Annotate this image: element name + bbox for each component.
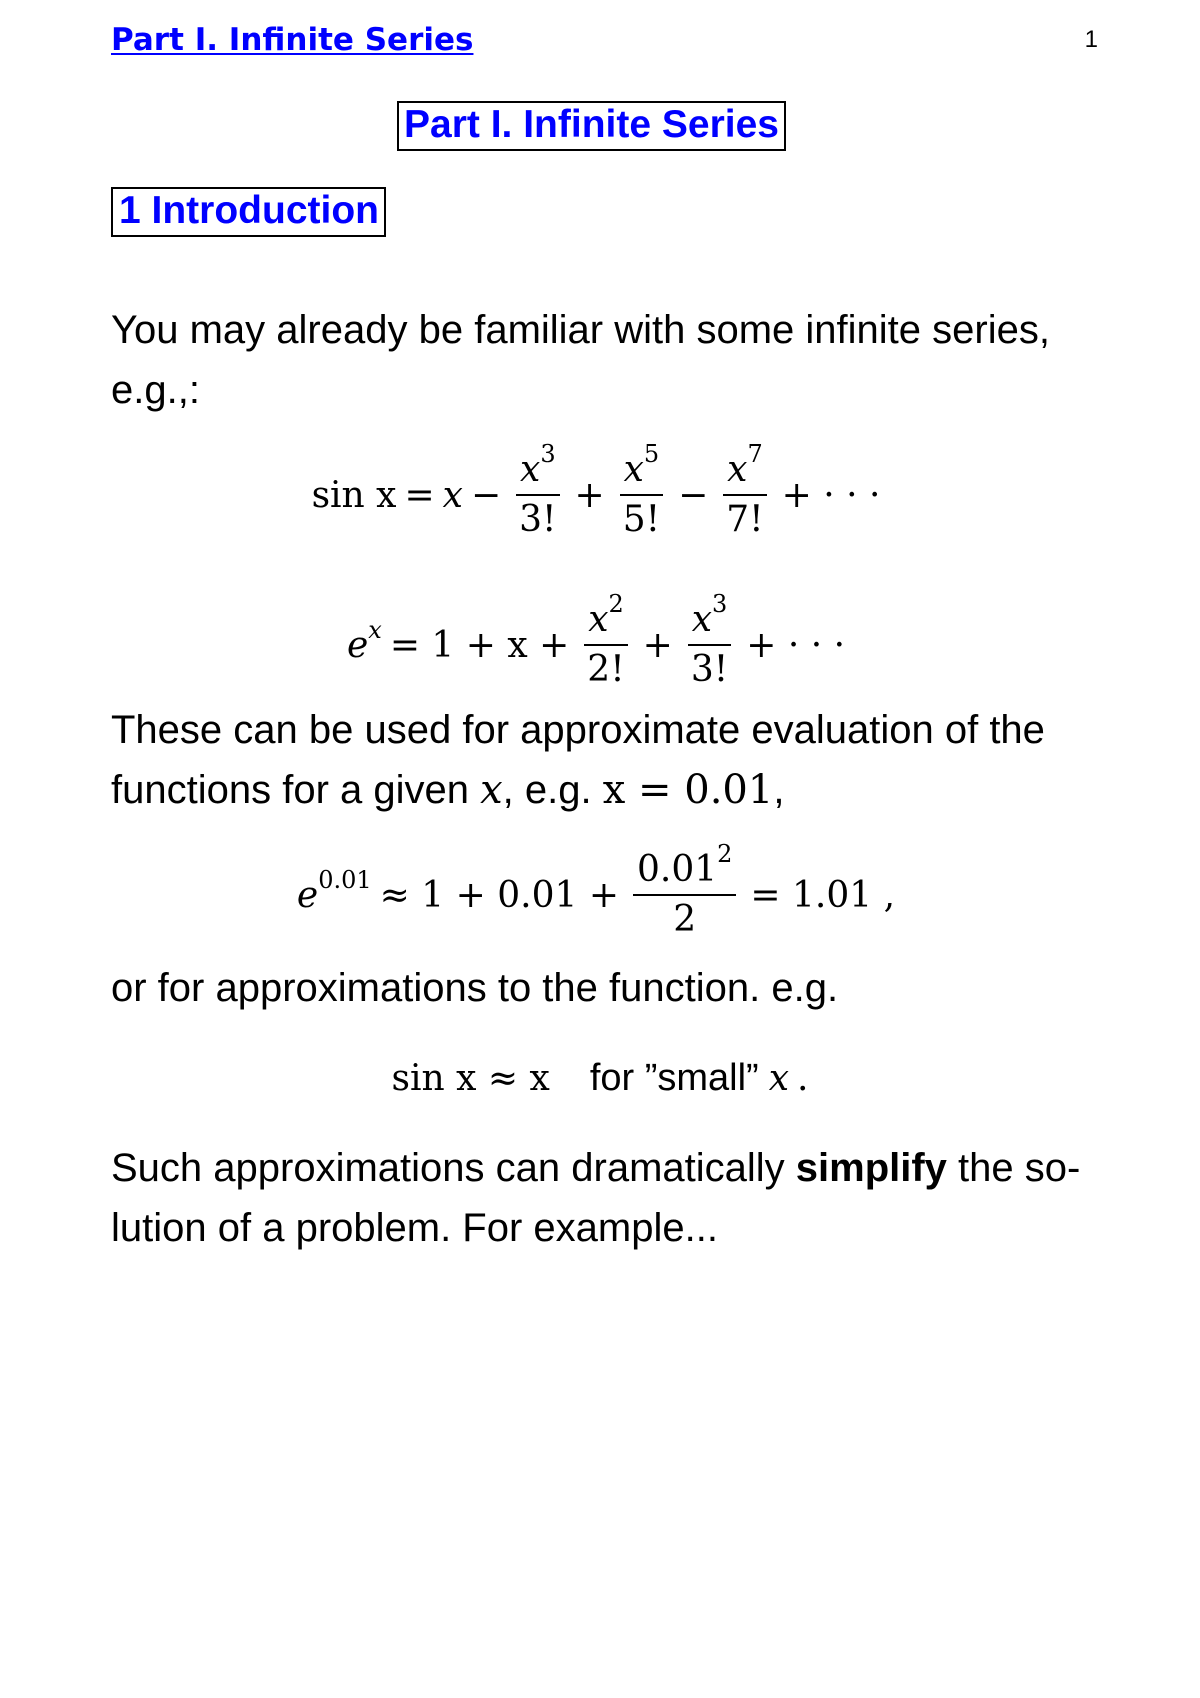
sin-series-equation: sin x = x − $\frac{x^3}{3!}$ + $\frac{x^5}{5!}$ − $\frac{x^7}{7!}$ + · · · — [311, 440, 881, 540]
intro-line-1: You may already be familiar with some infinite series, — [111, 308, 1050, 352]
fraction: $\frac{x^2}{2!}$ — [583, 600, 628, 689]
usage-paragraph — [111, 700, 1111, 820]
closing-line-1: Such approximations can dramatically simplify the so- — [111, 1146, 1081, 1190]
emphasis-simplify: simplify — [795, 1146, 947, 1190]
intro-paragraph — [111, 300, 1111, 420]
approx-equation: $e^{0.01}$ ≈ 1 + 0.01 + $\frac{0.01^2}{2}$ = 1.01 , — [296, 840, 896, 940]
usage-line-1: These can be used for approximate evaluation of the — [111, 708, 1045, 752]
exp-series-equation: $e^x$ = 1 + x + $\frac{x^2}{2!}$ + $\frac{x^3}{3!}$ + · · · — [346, 590, 846, 690]
closing-paragraph — [111, 1138, 1111, 1258]
fraction: $\frac{x^7}{7!}$ — [722, 450, 767, 539]
intro-line-2: e.g.,: — [111, 368, 200, 412]
closing-line-2: lution of a problem. For example... — [111, 1206, 718, 1250]
fraction: $\frac{x^5}{5!}$ — [619, 450, 664, 539]
fraction: $\frac{0.01^2}{2}$ — [633, 850, 736, 939]
fraction: $\frac{x^3}{3!}$ — [515, 450, 560, 539]
small-x-equation: sin x ≈ x for ”small” x . — [391, 1056, 809, 1099]
sin-lhs: sin x — [311, 474, 397, 516]
fraction: $\frac{x^3}{3!}$ — [687, 600, 732, 689]
running-title-link[interactable]: Part I. Infinite Series — [111, 22, 474, 58]
usage-line-2: functions for a given x, e.g. x = 0.01, — [111, 767, 785, 813]
part-title: Part I. Infinite Series — [397, 101, 786, 151]
section-title: 1 Introduction — [111, 187, 386, 237]
approx-text: or for approximations to the function. e.g. — [111, 966, 839, 1010]
page-number: 1 — [1084, 26, 1098, 53]
